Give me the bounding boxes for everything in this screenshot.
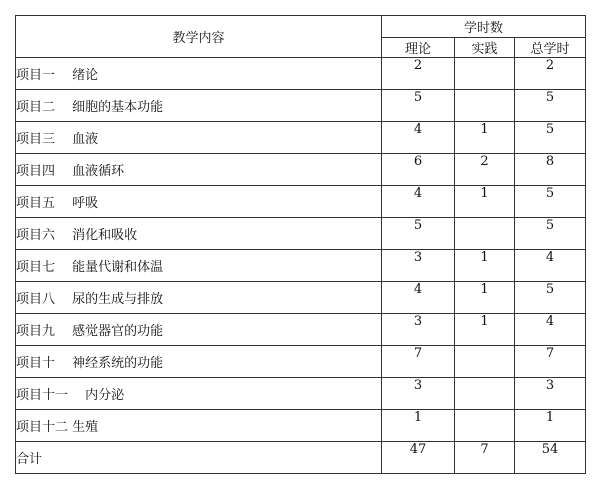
theory-sum-cell: 47 <box>382 442 455 474</box>
table-row <box>16 410 586 442</box>
practice-sum-cell: 7 <box>455 442 515 474</box>
table-row <box>16 122 586 154</box>
table-row <box>16 314 586 346</box>
theory-cell: 7 <box>382 346 455 378</box>
table-row <box>16 378 586 410</box>
item-cell: 项目一 绪论 <box>16 58 382 90</box>
total-cell: 8 <box>515 154 586 186</box>
table-row <box>16 346 586 378</box>
practice-cell <box>455 58 515 90</box>
total-cell: 3 <box>515 378 586 410</box>
item-cell: 项目十 神经系统的功能 <box>16 346 382 378</box>
item-cell: 项目五 呼吸 <box>16 186 382 218</box>
theory-cell: 4 <box>382 282 455 314</box>
total-cell: 7 <box>515 346 586 378</box>
practice-cell: 2 <box>455 154 515 186</box>
total-label-cell: 合计 <box>16 442 382 474</box>
item-cell: 项目四 血液循环 <box>16 154 382 186</box>
practice-column-header: 实践 <box>455 38 515 58</box>
table-row <box>16 58 586 90</box>
table-row <box>16 90 586 122</box>
theory-cell: 1 <box>382 410 455 442</box>
practice-cell: 1 <box>455 314 515 346</box>
total-cell: 5 <box>515 90 586 122</box>
theory-cell: 3 <box>382 378 455 410</box>
item-cell: 项目二 细胞的基本功能 <box>16 90 382 122</box>
theory-cell: 4 <box>382 186 455 218</box>
practice-cell <box>455 346 515 378</box>
total-cell: 4 <box>515 314 586 346</box>
total-cell: 1 <box>515 410 586 442</box>
item-cell: 项目八 尿的生成与排放 <box>16 282 382 314</box>
curriculum-hours-table <box>15 15 586 474</box>
table-row <box>16 186 586 218</box>
table-row <box>16 218 586 250</box>
total-cell: 5 <box>515 122 586 154</box>
item-cell: 项目十二 生殖 <box>16 410 382 442</box>
item-cell: 项目六 消化和吸收 <box>16 218 382 250</box>
theory-column-header: 理论 <box>382 38 455 58</box>
total-row <box>16 442 586 474</box>
practice-cell <box>455 218 515 250</box>
practice-cell <box>455 378 515 410</box>
total-cell: 5 <box>515 282 586 314</box>
total-sum-cell: 54 <box>515 442 586 474</box>
total-column-header: 总学时 <box>515 38 586 58</box>
theory-cell: 3 <box>382 314 455 346</box>
total-cell: 5 <box>515 218 586 250</box>
theory-cell: 2 <box>382 58 455 90</box>
table-row <box>16 250 586 282</box>
practice-cell: 1 <box>455 186 515 218</box>
total-cell: 5 <box>515 186 586 218</box>
practice-cell <box>455 90 515 122</box>
practice-cell: 1 <box>455 122 515 154</box>
item-cell: 项目三 血液 <box>16 122 382 154</box>
practice-cell <box>455 410 515 442</box>
theory-cell: 5 <box>382 218 455 250</box>
theory-cell: 4 <box>382 122 455 154</box>
table-row <box>16 154 586 186</box>
hours-group-header: 学时数 <box>382 16 586 38</box>
item-cell: 项目九 感觉器官的功能 <box>16 314 382 346</box>
theory-cell: 6 <box>382 154 455 186</box>
practice-cell: 1 <box>455 282 515 314</box>
practice-cell: 1 <box>455 250 515 282</box>
theory-cell: 3 <box>382 250 455 282</box>
total-cell: 2 <box>515 58 586 90</box>
content-column-header: 教学内容 <box>16 16 382 58</box>
table-row <box>16 282 586 314</box>
item-cell: 项目七 能量代谢和体温 <box>16 250 382 282</box>
theory-cell: 5 <box>382 90 455 122</box>
total-cell: 4 <box>515 250 586 282</box>
header-row <box>16 16 586 38</box>
item-cell: 项目十一 内分泌 <box>16 378 382 410</box>
